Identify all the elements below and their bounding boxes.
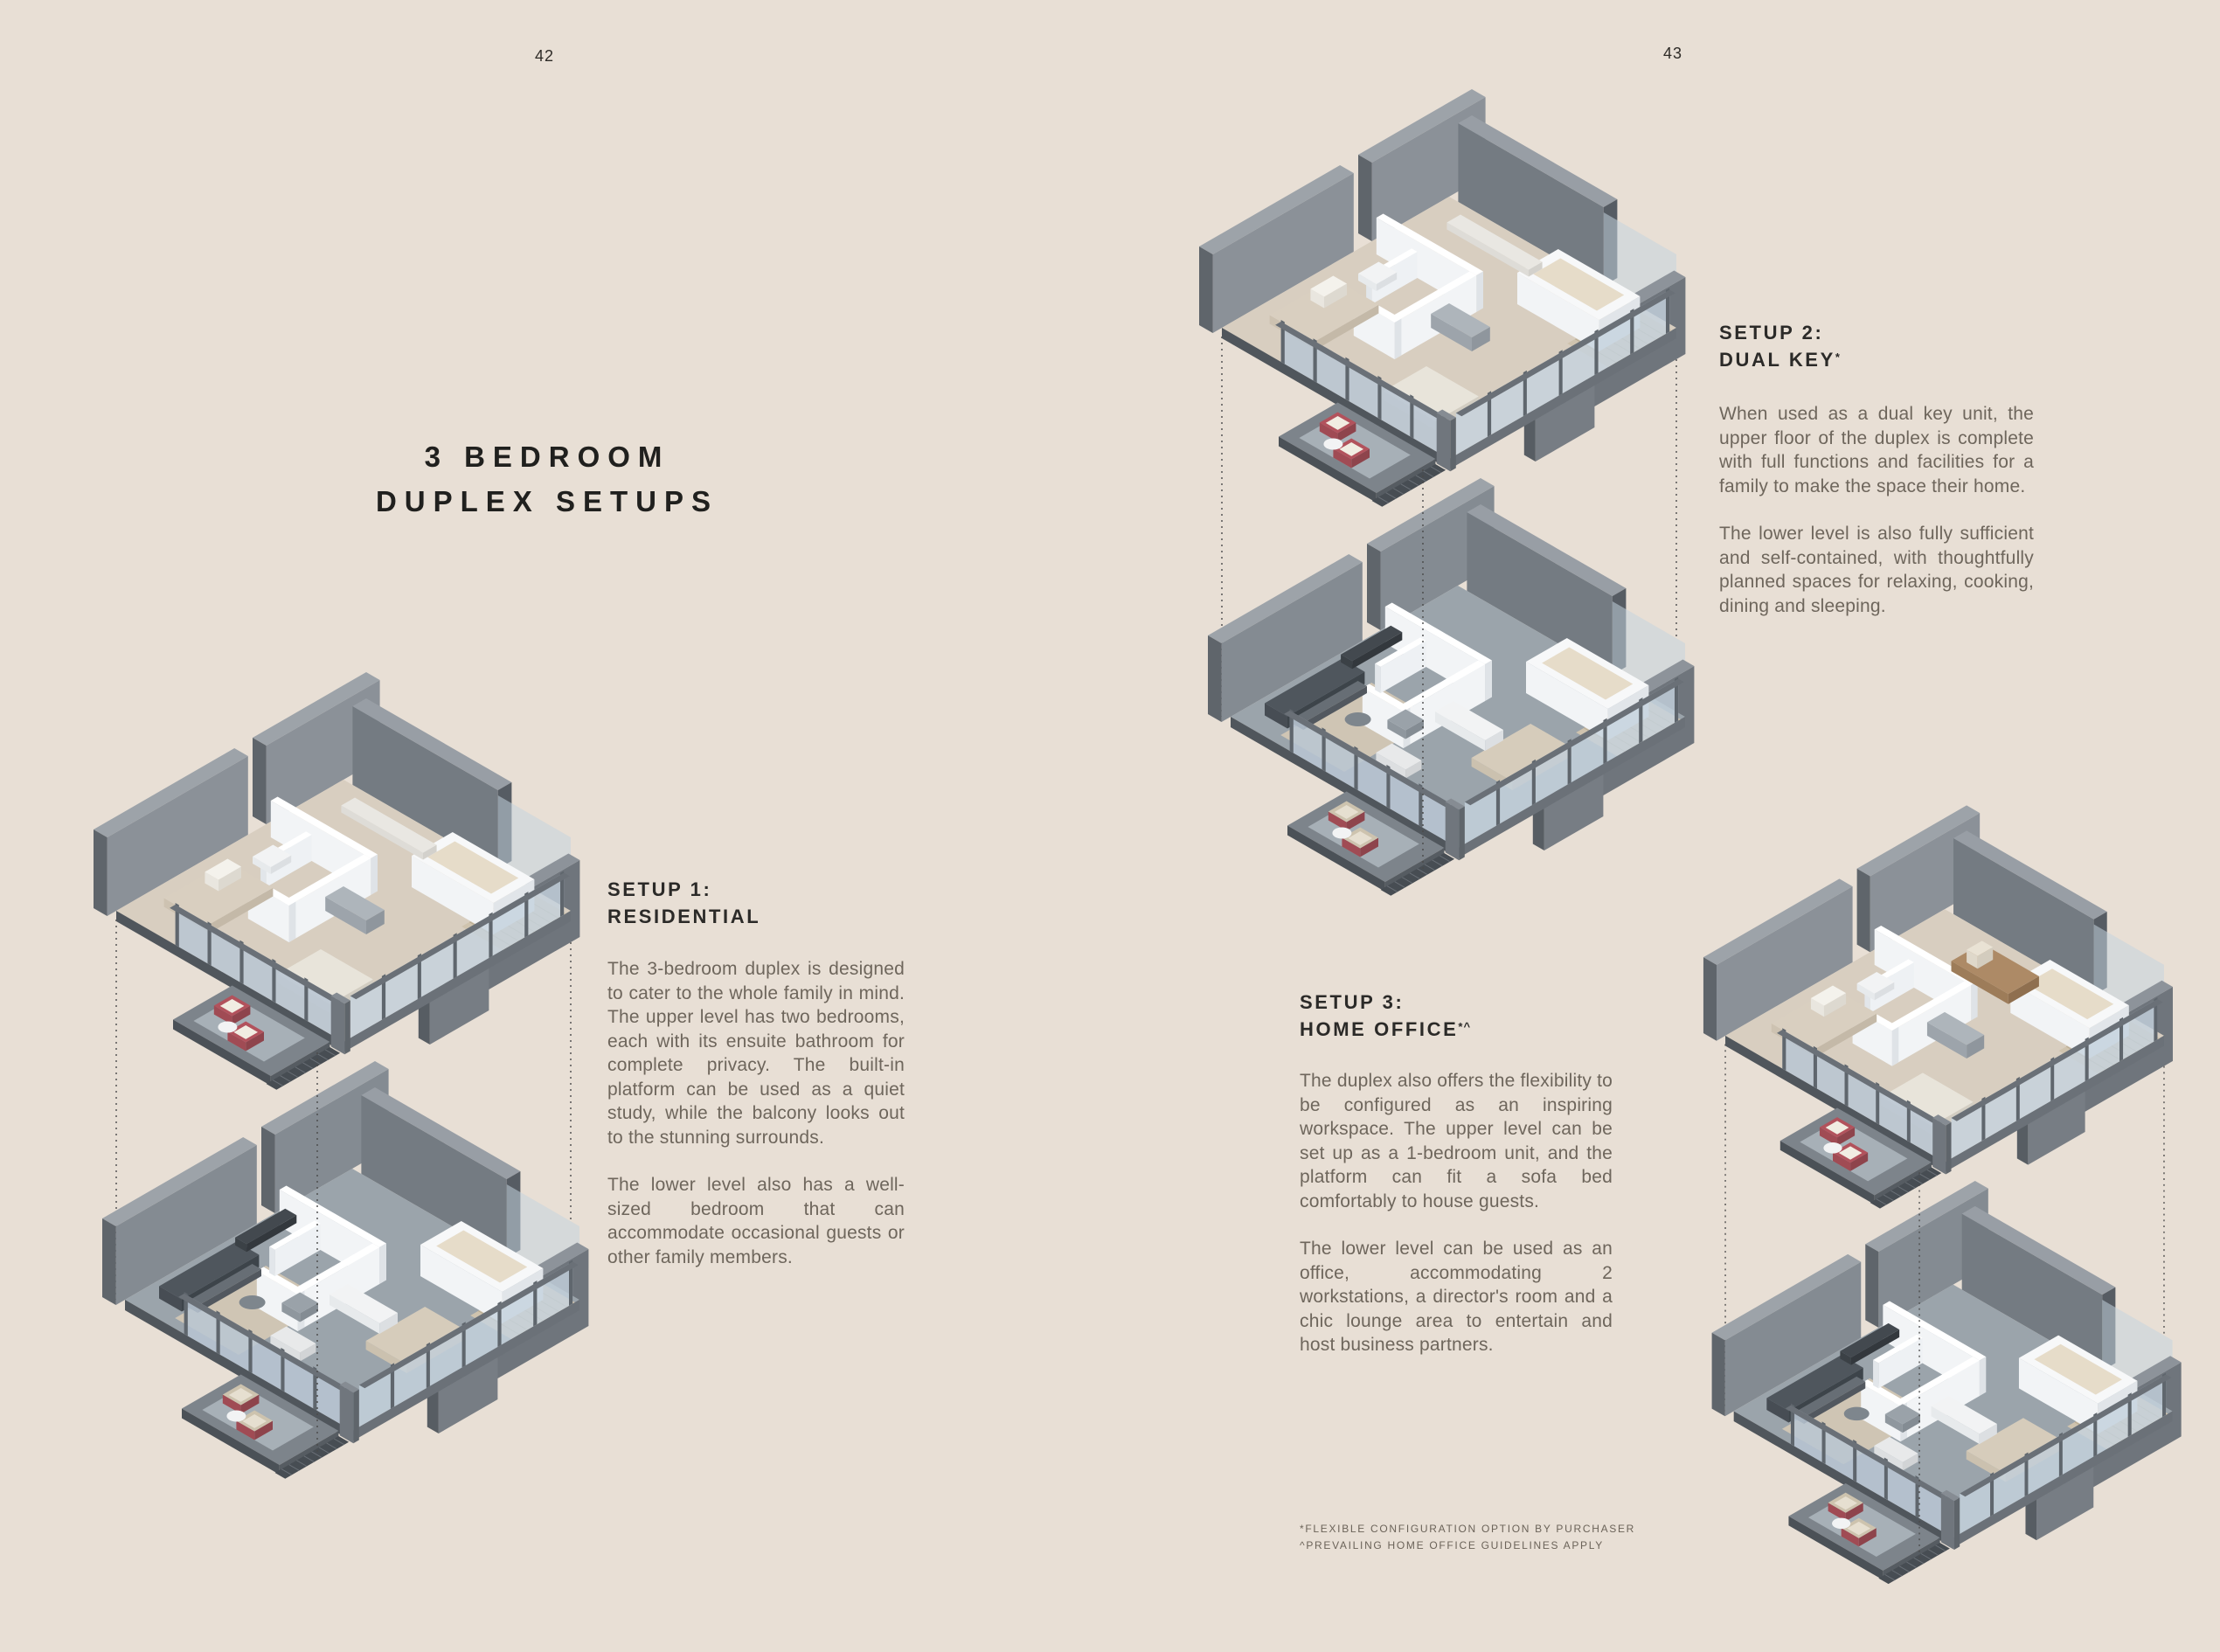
floorplan-illustration-setup1 xyxy=(90,657,597,1488)
setup2-paragraph-2: The lower level is also fully sufficient and self-contained, with thoughtfully planned spaces for relaxing, cooking, dining and sleeping. xyxy=(1719,524,2034,616)
footnote-line1: *FLEXIBLE CONFIGURATION OPTION BY PURCHASER xyxy=(1300,1523,1636,1535)
setup2-heading-line2: DUAL KEY* xyxy=(1719,349,1841,371)
setup2-paragraph-1: When used as a dual key unit, the upper floor of the duplex is complete with full functions and facilities for a family to make the space their home. xyxy=(1719,404,2034,496)
setup3-heading xyxy=(1300,990,1471,1042)
setup1-heading-line1: SETUP 1: xyxy=(607,878,712,900)
setup3-body xyxy=(1300,1069,1613,1381)
setup1-paragraph-2: The lower level also has a well-sized bedroom that can accommodate occasional guests or other family members. xyxy=(607,1175,905,1267)
setup2-heading xyxy=(1719,321,1841,372)
floorplan-illustration-setup3 xyxy=(1700,791,2189,1593)
setup3-paragraph-1: The duplex also offers the flexibility to be configured as an inspiring workspace. The upper level can be set up as a 1-bedroom unit, and the platform can fit a sofa bed comfortably to house guests. xyxy=(1300,1071,1613,1211)
page-title-line2: DUPLEX SETUPS xyxy=(375,485,719,517)
setup1-heading-line2: RESIDENTIAL xyxy=(607,906,761,927)
setup2-body xyxy=(1719,402,2034,642)
footnote-line2: ^PREVAILING HOME OFFICE GUIDELINES APPLY xyxy=(1300,1539,1604,1551)
floorplan-illustration-setup2 xyxy=(1196,74,1703,905)
page-number-left: 42 xyxy=(535,47,555,65)
page-title-line1: 3 BEDROOM xyxy=(424,441,670,473)
setup3-heading-line2: HOME OFFICE*^ xyxy=(1300,1018,1472,1040)
setup2-heading-line1: SETUP 2: xyxy=(1719,322,1824,344)
footnotes xyxy=(1300,1521,1635,1554)
setup1-heading xyxy=(607,878,760,929)
setup3-paragraph-2: The lower level can be used as an office, accommodating 2 workstations, a director's room and a chic lounge area to entertain and host business partners. xyxy=(1300,1239,1613,1355)
setup3-heading-superscript: *^ xyxy=(1458,1020,1472,1033)
page-title xyxy=(346,434,748,524)
setup1-paragraph-1: The 3-bedroom duplex is designed to cater to the whole family in mind. The upper level has two bedrooms, each with its ensuite bathroom for complete privacy. The built-in platform can be used as a quiet study, while the balcony looks out to the stunning surrounds. xyxy=(607,959,905,1148)
setup3-heading-line1: SETUP 3: xyxy=(1300,991,1405,1013)
page-number-right: 43 xyxy=(1663,45,1683,62)
setup2-heading-superscript: * xyxy=(1835,351,1841,364)
setup1-body xyxy=(607,957,905,1293)
